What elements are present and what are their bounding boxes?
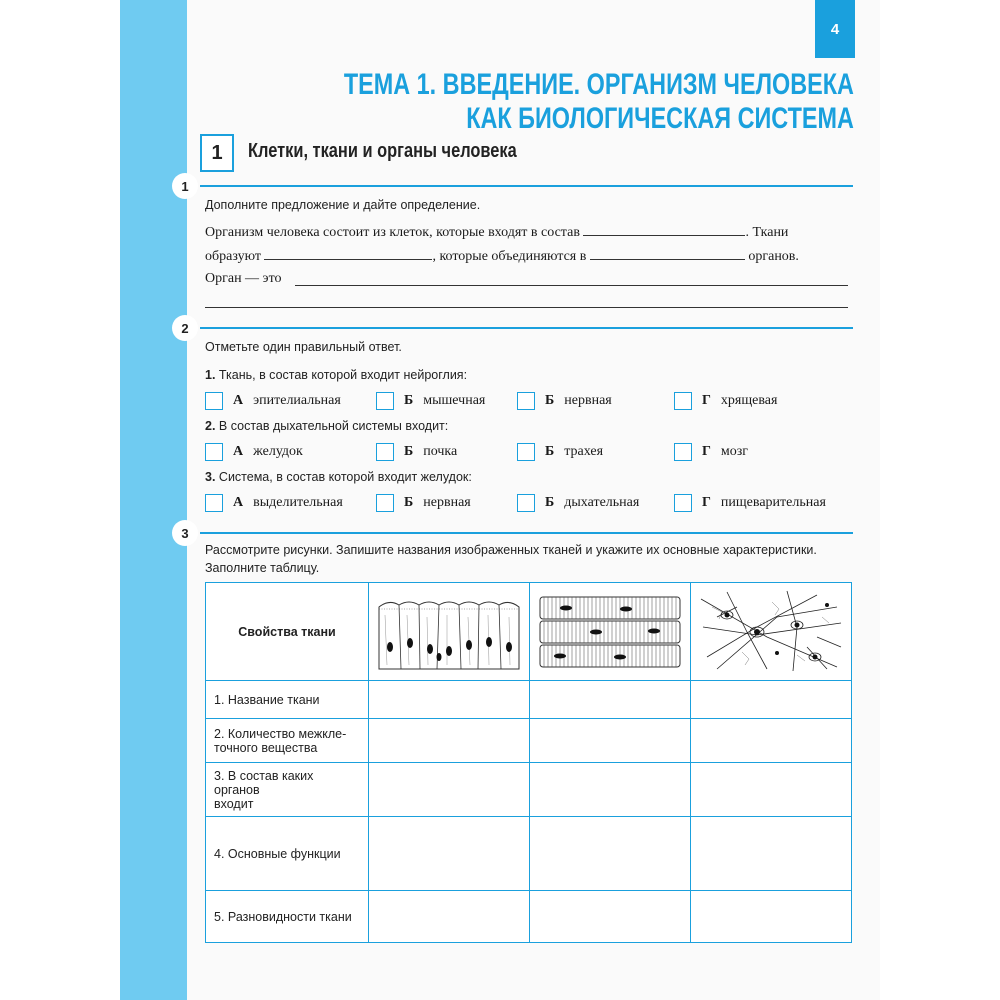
question-text: В состав дыхательной системы входит: xyxy=(218,419,449,433)
option-text: хрящевая xyxy=(720,393,778,408)
theme-title xyxy=(344,68,854,136)
epithelial-tissue-drawing xyxy=(375,587,523,673)
answer-option[interactable] xyxy=(205,392,341,410)
table-row xyxy=(206,891,852,943)
option-text: дыхательная xyxy=(564,495,640,510)
page-number: 4 xyxy=(815,0,855,58)
option-letter: Г xyxy=(702,444,711,459)
option-letter: Б xyxy=(404,444,414,459)
answer-checkbox[interactable] xyxy=(376,392,394,410)
task1-text-2c: органов. xyxy=(748,249,799,264)
question-3 xyxy=(205,470,472,484)
table-row xyxy=(206,817,852,891)
question-1 xyxy=(205,368,467,382)
muscle-tissue-drawing xyxy=(536,587,684,673)
question-number: 1. xyxy=(205,368,216,382)
option-letter: А xyxy=(233,495,244,510)
option-letter: Б xyxy=(545,444,555,459)
table-header-row xyxy=(206,583,852,681)
tissue-image-muscle xyxy=(530,583,691,681)
option-letter: А xyxy=(233,393,244,408)
answer-blank-1[interactable] xyxy=(583,223,745,236)
option-text: трахея xyxy=(564,444,604,459)
task1-text-1b: . Ткани xyxy=(745,225,789,240)
answer-cell[interactable] xyxy=(530,817,691,891)
question-text: Система, в состав которой входит желудок: xyxy=(218,470,472,484)
task1-text-2b: , которые объединяются в xyxy=(432,249,587,264)
answer-cell[interactable] xyxy=(530,891,691,943)
table-header-properties: Свойства ткани xyxy=(206,583,369,681)
question-number: 3. xyxy=(205,470,216,484)
task3-divider xyxy=(200,532,853,534)
row-label-4 xyxy=(206,817,369,891)
option-text: почка xyxy=(423,444,458,459)
table-row xyxy=(206,719,852,763)
table-row xyxy=(206,763,852,817)
row-label-4-text: 4. Основные функции xyxy=(214,846,341,861)
answer-option[interactable] xyxy=(674,494,826,512)
task1-text-3a: Орган — это xyxy=(205,271,282,286)
option-text: выделительная xyxy=(253,495,343,510)
answer-line-definition-1[interactable] xyxy=(295,285,848,286)
answer-option[interactable] xyxy=(517,443,603,461)
option-text: нервная xyxy=(423,495,471,510)
row-label-2-line2: точного вещества xyxy=(214,740,318,755)
task3-number: 3 xyxy=(172,520,198,546)
question-text: Ткань, в состав которой входит нейроглия: xyxy=(218,368,468,382)
row-label-3-line1: 3. В состав каких органов xyxy=(214,768,314,797)
tissue-image-epithelial xyxy=(369,583,530,681)
row-label-3 xyxy=(206,763,369,817)
task1-text-2a: образуют xyxy=(205,249,261,264)
question-2 xyxy=(205,419,448,433)
answer-cell[interactable] xyxy=(369,891,530,943)
answer-cell[interactable] xyxy=(369,681,530,719)
option-letter: Б xyxy=(545,495,555,510)
answer-cell[interactable] xyxy=(691,817,852,891)
row-label-5-text: 5. Разновидности ткани xyxy=(214,909,352,924)
task2-instruction: Отметьте один правильный ответ. xyxy=(205,340,402,354)
answer-option[interactable] xyxy=(376,443,457,461)
section-number: 1 xyxy=(200,134,234,172)
option-letter: А xyxy=(233,444,244,459)
row-label-2-line1: 2. Количество межкле- xyxy=(214,726,347,741)
theme-title-line2: КАК БИОЛОГИЧЕСКАЯ СИСТЕМА xyxy=(466,102,854,135)
answer-cell[interactable] xyxy=(530,763,691,817)
answer-checkbox[interactable] xyxy=(205,443,223,461)
task1-number: 1 xyxy=(172,173,198,199)
task1-sentence-line3 xyxy=(205,271,282,287)
option-letter: Б xyxy=(404,393,414,408)
answer-checkbox[interactable] xyxy=(674,494,692,512)
answer-option[interactable] xyxy=(517,392,612,410)
row-label-5 xyxy=(206,891,369,943)
row-label-1-text: 1. Название ткани xyxy=(214,692,320,707)
answer-option[interactable] xyxy=(376,494,471,512)
table-row xyxy=(206,681,852,719)
answer-cell[interactable] xyxy=(691,681,852,719)
option-letter: Б xyxy=(545,393,555,408)
answer-checkbox[interactable] xyxy=(376,494,394,512)
answer-cell[interactable] xyxy=(369,763,530,817)
answer-cell[interactable] xyxy=(530,681,691,719)
option-letter: Б xyxy=(404,495,414,510)
option-text: пищеварительная xyxy=(720,495,826,510)
answer-checkbox[interactable] xyxy=(517,443,535,461)
answer-option[interactable] xyxy=(674,443,748,461)
tissue-image-nervous xyxy=(691,583,852,681)
option-text: мышечная xyxy=(423,393,486,408)
answer-cell[interactable] xyxy=(369,817,530,891)
answer-cell[interactable] xyxy=(369,719,530,763)
answer-option[interactable] xyxy=(205,494,343,512)
theme-title-line1: ТЕМА 1. ВВЕДЕНИЕ. ОРГАНИЗМ ЧЕЛОВЕКА xyxy=(343,68,854,101)
option-text: мозг xyxy=(720,444,749,459)
task2-divider xyxy=(200,327,853,329)
answer-option[interactable] xyxy=(674,392,777,410)
section-title: Клетки, ткани и органы человека xyxy=(248,140,517,162)
task3-instruction-line2: Заполните таблицу. xyxy=(205,561,320,575)
answer-cell[interactable] xyxy=(530,719,691,763)
task2-number: 2 xyxy=(172,315,198,341)
answer-checkbox[interactable] xyxy=(674,392,692,410)
answer-blank-2[interactable] xyxy=(264,247,432,260)
task1-sentence-line1 xyxy=(205,223,788,241)
left-color-bar xyxy=(120,0,187,1000)
answer-cell[interactable] xyxy=(691,719,852,763)
option-text: нервная xyxy=(564,393,612,408)
answer-checkbox[interactable] xyxy=(517,392,535,410)
task1-instruction: Дополните предложение и дайте определение. xyxy=(205,198,481,212)
answer-checkbox[interactable] xyxy=(517,494,535,512)
option-letter: Г xyxy=(702,393,711,408)
task1-sentence-line2 xyxy=(205,247,799,265)
task1-text-1a: Организм человека состоит из клеток, которые входят в состав xyxy=(205,225,580,240)
answer-option[interactable] xyxy=(517,494,639,512)
option-letter: Г xyxy=(702,495,711,510)
answer-cell[interactable] xyxy=(691,763,852,817)
answer-blank-3[interactable] xyxy=(590,247,745,260)
answer-option[interactable] xyxy=(205,443,303,461)
nervous-tissue-drawing xyxy=(697,587,845,673)
row-label-2 xyxy=(206,719,369,763)
question-number: 2. xyxy=(205,419,216,433)
option-text: желудок xyxy=(253,444,303,459)
task3-instruction-line1: Рассмотрите рисунки. Запишите названия изображенных тканей и укажите их основные характеристики. xyxy=(205,543,817,557)
answer-checkbox[interactable] xyxy=(205,392,223,410)
answer-line-definition-2[interactable] xyxy=(205,307,848,308)
answer-checkbox[interactable] xyxy=(674,443,692,461)
row-label-3-line2: входит xyxy=(214,796,254,811)
answer-option[interactable] xyxy=(376,392,485,410)
option-text: эпителиальная xyxy=(253,393,341,408)
row-label-1 xyxy=(206,681,369,719)
answer-checkbox[interactable] xyxy=(376,443,394,461)
tissue-properties-table xyxy=(205,582,852,943)
answer-cell[interactable] xyxy=(691,891,852,943)
task1-divider xyxy=(200,185,853,187)
answer-checkbox[interactable] xyxy=(205,494,223,512)
